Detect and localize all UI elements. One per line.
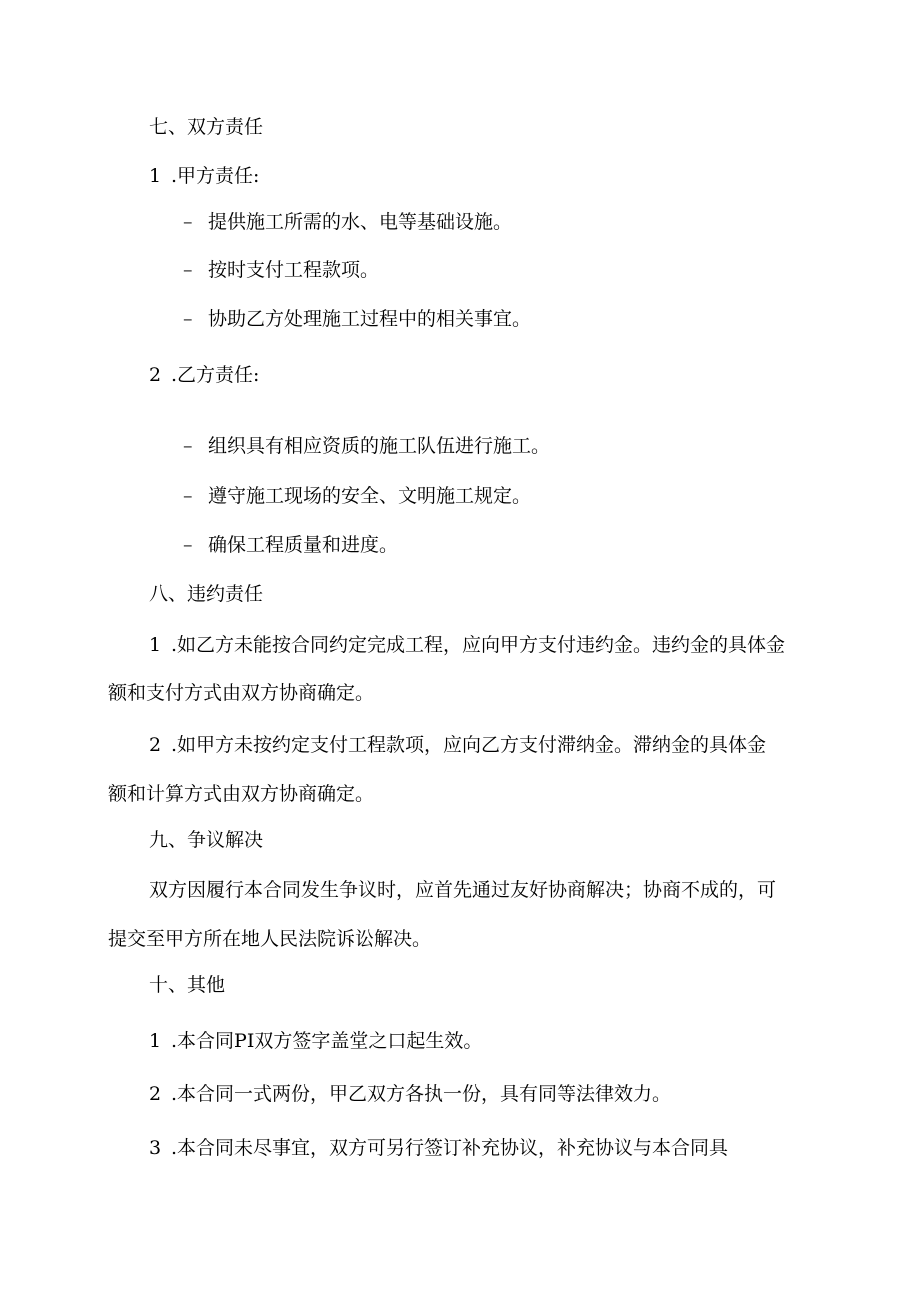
party-a-item-text: 提供施工所需的水、电等基础设施。 — [208, 211, 513, 233]
clause-number: 3 — [149, 1137, 162, 1159]
clause-text: .本合同一式两份，甲乙双方各执一份，具有同等法律效力。 — [171, 1083, 672, 1105]
clause-text: .如甲方未按约定支付工程款项，应向乙方支付滞纳金。滞纳金的具体金 — [171, 734, 767, 756]
dispute-paragraph: 双方因履行本合同发生争议时，应首先通过友好协商解决；协商不成的，可 — [149, 879, 777, 901]
other-clause-3 — [149, 1136, 728, 1160]
party-b-heading — [149, 363, 259, 387]
party-b-item-text: 遵守施工现场的安全、文明施工规定。 — [208, 485, 532, 507]
clause-number: 2 — [149, 734, 162, 756]
party-a-item — [183, 307, 531, 331]
section-9-title: 九、争议解决 — [149, 829, 264, 851]
party-b-label: .乙方责任: — [171, 364, 260, 386]
party-b-number: 2 — [149, 364, 162, 386]
party-a-item-text: 协助乙方处理施工过程中的相关事宜。 — [208, 308, 532, 330]
bullet-dash-icon: – — [183, 485, 193, 507]
clause-number: 1 — [149, 1030, 162, 1052]
party-b-item-text: 确保工程质量和进度。 — [208, 534, 399, 556]
dispute-paragraph-continuation: 提交至甲方所在地人民法院诉讼解决。 — [108, 928, 432, 950]
party-a-item — [183, 210, 512, 234]
party-b-item-text: 组织具有相应资质的施工队伍进行施工。 — [208, 435, 551, 457]
section-10-title: 十、其他 — [149, 974, 226, 996]
party-b-item — [183, 434, 550, 458]
bullet-dash-icon: – — [183, 534, 193, 556]
party-b-item — [183, 484, 531, 508]
bullet-dash-icon: – — [183, 211, 193, 233]
breach-clause-2-continuation: 额和计算方式由双方协商确定。 — [108, 783, 375, 805]
section-8-title: 八、违约责任 — [149, 583, 264, 605]
party-b-item — [183, 533, 398, 557]
breach-clause-2 — [149, 733, 766, 757]
bullet-dash-icon: – — [183, 308, 193, 330]
breach-clause-1-continuation: 额和支付方式由双方协商确定。 — [108, 682, 375, 704]
clause-text: .本合同未尽事宜，双方可另行签订补充协议，补充协议与本合同具 — [171, 1137, 729, 1159]
party-a-label: .甲方责任: — [171, 165, 260, 187]
clause-number: 2 — [149, 1083, 162, 1105]
clause-text: .如乙方未能按合同约定完成工程，应向甲方支付违约金。违约金的具体金 — [171, 634, 786, 656]
party-a-item — [183, 258, 379, 282]
party-a-item-text: 按时支付工程款项。 — [208, 259, 380, 281]
bullet-dash-icon: – — [183, 435, 193, 457]
section-7-title: 七、双方责任 — [149, 116, 264, 138]
clause-text: .本合同PI双方签字盖堂之口起生效。 — [171, 1030, 483, 1052]
breach-clause-1 — [149, 633, 785, 657]
clause-number: 1 — [149, 634, 162, 656]
other-clause-1 — [149, 1029, 482, 1053]
party-a-heading — [149, 164, 259, 188]
other-clause-2 — [149, 1082, 671, 1106]
bullet-dash-icon: – — [183, 259, 193, 281]
party-a-number: 1 — [149, 165, 162, 187]
